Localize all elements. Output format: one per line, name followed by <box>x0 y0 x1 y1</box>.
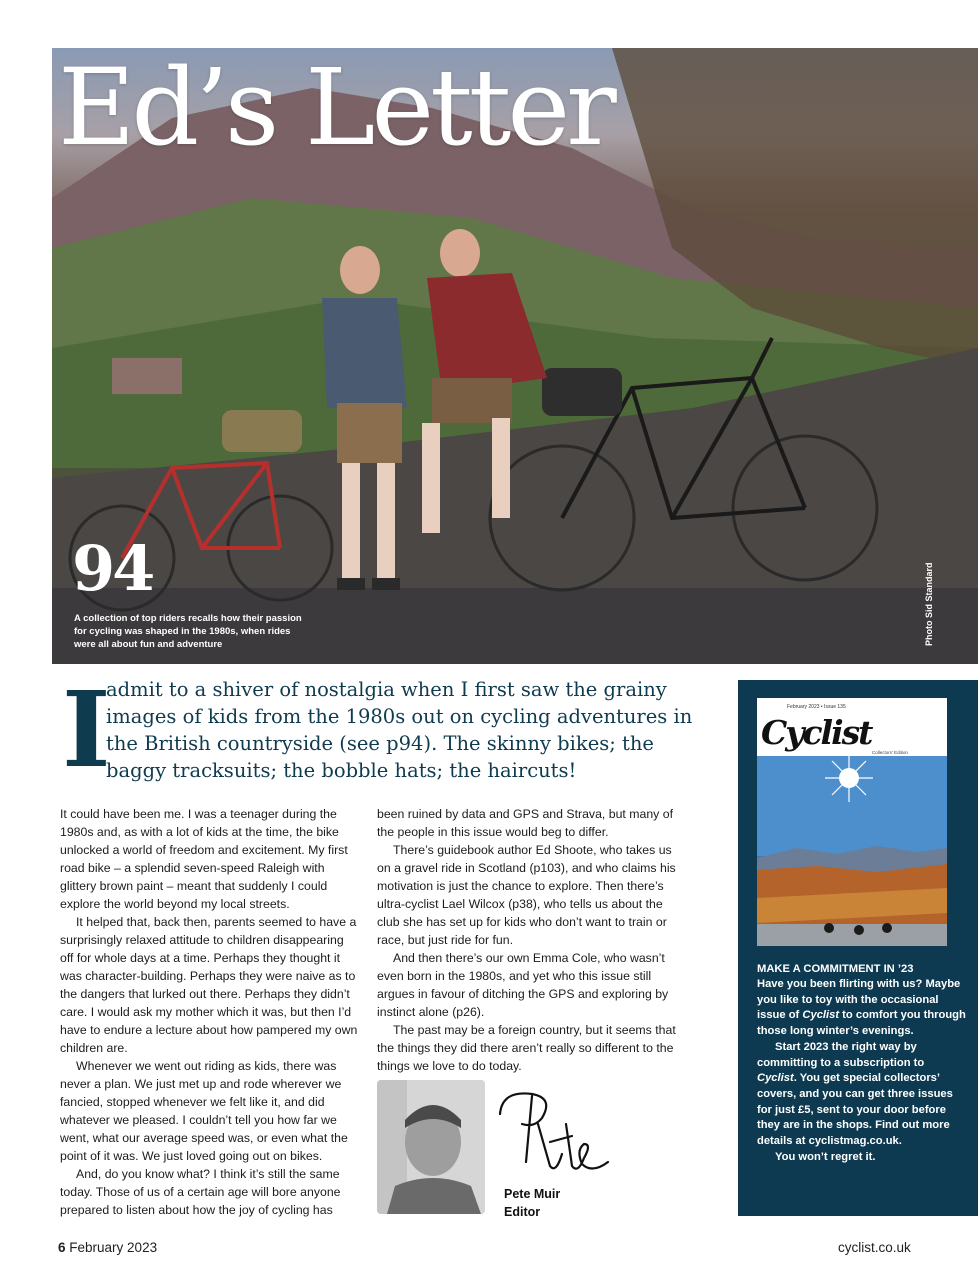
magazine-cover <box>757 698 947 946</box>
house <box>112 358 182 394</box>
page-number: 6 <box>58 1240 66 1255</box>
paragraph: And, do you know what? I think it’s still the same today. Those of us of a certain age will bore anyone prepared to listen about how the joy of cycling has <box>60 1167 341 1217</box>
cover-masthead: Cyclist <box>761 713 872 752</box>
drop-cap: I <box>62 668 111 791</box>
paragraph: It could have been me. I was a teenager during the 1980s and, as with a lot of kids at the time, the bike unlocked a world of freedom and excitement. My first road bike – a splendid seven-speed Raleigh with glittery brown paint – meant that suddenly I could explore the world beyond my local streets. <box>60 807 348 911</box>
cover-strapline: February 2023 • Issue 135 <box>787 704 846 710</box>
paragraph: And then there’s our own Emma Cole, who wasn’t even born in the 1980s, and yet who this issue still argues in favour of ditching the GPS and exploring by instinct alone (p26). <box>377 951 669 1019</box>
promo-heading: MAKE A COMMITMENT IN ’23 <box>757 963 914 975</box>
paragraph: It helped that, back then, parents seemed to have a surprisingly relaxed attitude to children disappearing off for whole days at a time. Perhaps they thought it was character-building. Perhaps they were naive as to the dangers that lurked out there. Perhaps they didn’t care. I would ask my mother which it was, but then I’d have to endure a lecture about how pampered my own children are. <box>60 915 358 1055</box>
footer-site: cyclist.co.uk <box>838 1240 911 1255</box>
feature-page-number: 94 <box>72 532 153 605</box>
editor-role: Editor <box>504 1205 541 1219</box>
editor-signature <box>492 1084 612 1184</box>
paragraph: been ruined by data and GPS and Strava, but many of the people in this issue would beg to differ. <box>377 807 674 839</box>
paragraph: There’s guidebook author Ed Shoote, who takes us on a gravel ride in Scotland (p103), and who claims his motivation is just the chance to explore. Then there’s ultra-cyclist Lael Wilcox (p38), who tells us about the club she has set up for kids who don’t want to train or race, but just ride for fun. <box>377 843 676 947</box>
paragraph: Whenever we went out riding as kids, there was never a plan. We just met up and rode wherever we fancied, stopped whenever we felt like it, and did whatever we pleased. I couldn’t tell you how far we went, what our average speed was, or even what the point of it was. We just loved going out on bikes. <box>60 1059 348 1163</box>
promo-paragraph: Start 2023 the right way by committing to a subscription to Cyclist. You get special collectors’ covers, and you can get three issues for just £5, sent to your door before they are in the shops. Find out more details at cyclistmag.co.uk. <box>757 1040 953 1148</box>
page-title: Ed’s Letter <box>58 48 613 169</box>
footer-folio <box>58 1240 157 1255</box>
standfirst: admit to a shiver of nostalgia when I first saw the grainy images of kids from the 1980s out on cycling adventures in the British countryside (see p94). The skinny bikes; the baggy tracksuits; the bobble hats; the haircuts! <box>106 678 693 782</box>
photo-caption: A collection of top riders recalls how their passion for cycling was shaped in the 1980s, when rides were all about fun and adventure <box>74 613 302 650</box>
promo-paragraph: You won’t regret it. <box>775 1150 876 1163</box>
body-column-2 <box>377 805 687 1075</box>
hero-photo <box>52 48 978 664</box>
editor-portrait <box>377 1080 485 1214</box>
subscription-promo <box>738 680 978 1216</box>
editor-name: Pete Muir <box>504 1187 561 1201</box>
issue-date: February 2023 <box>69 1240 158 1255</box>
cover-edition: Collectors’ Edition <box>872 750 908 755</box>
body-column-1 <box>60 805 360 1219</box>
promo-body <box>757 977 967 1165</box>
paragraph: The past may be a foreign country, but it seems that the things they did there aren’t really so different to the things we love to do today. <box>377 1023 676 1073</box>
photo-credit: Photo Sid Standard <box>924 562 934 646</box>
promo-paragraph: Have you been flirting with us? Maybe you like to toy with the occasional issue of Cyclist to comfort you through those long winter’s evenings. <box>757 978 966 1038</box>
